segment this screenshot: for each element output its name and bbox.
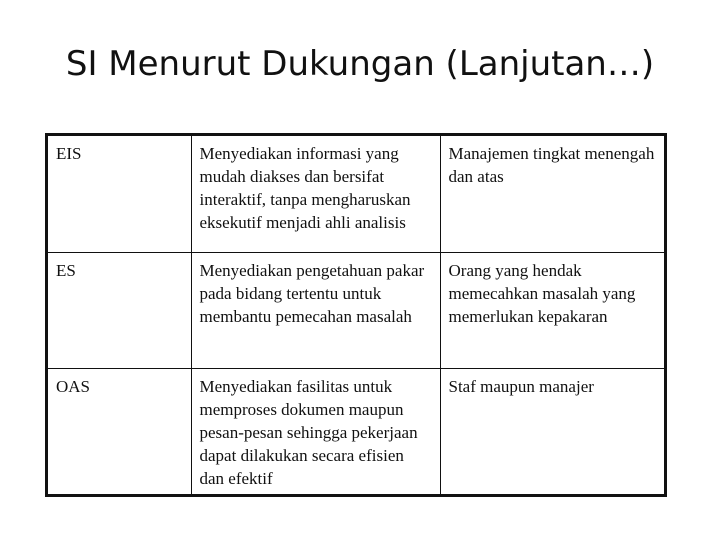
cell-users: Staf maupun manajer: [440, 368, 664, 496]
table-row-eis: [48, 136, 664, 252]
support-table-frame: [45, 133, 667, 497]
cell-system: EIS: [48, 136, 191, 252]
cell-description: Menyediakan fasilitas untuk memproses dokumen maupun pesan-pesan sehingga pekerjaan dapat dilakukan secara efisien dan efektif: [191, 368, 440, 496]
table-row-oas: [48, 368, 664, 496]
table-row-es: [48, 252, 664, 368]
support-table: [48, 136, 664, 496]
cell-users: Manajemen tingkat menengah dan atas: [440, 136, 664, 252]
cell-system: OAS: [48, 368, 191, 496]
cell-users: Orang yang hendak memecahkan masalah yang memerlukan kepakaran: [440, 252, 664, 368]
cell-description: Menyediakan pengetahuan pakar pada bidang tertentu untuk membantu pemecahan masalah: [191, 252, 440, 368]
slide-title: SI Menurut Dukungan (Lanjutan…): [65, 44, 655, 84]
cell-system: ES: [48, 252, 191, 368]
cell-description: Menyediakan informasi yang mudah diakses dan bersifat interaktif, tanpa mengharuskan eksekutif menjadi ahli analisis: [191, 136, 440, 252]
